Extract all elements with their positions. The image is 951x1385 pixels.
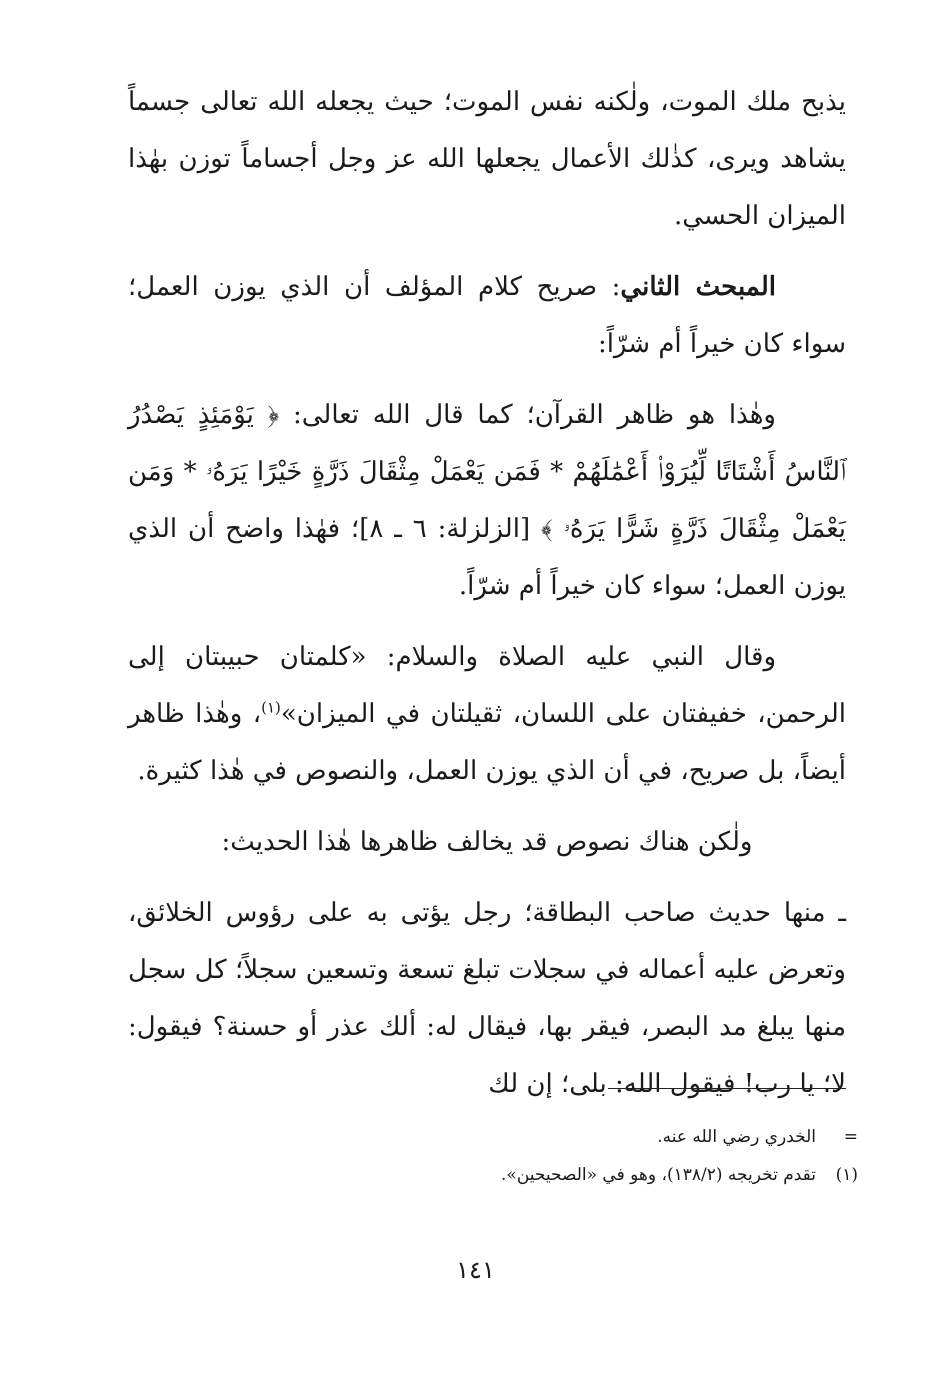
- paragraph-5: [128, 814, 846, 871]
- footnote-marker: =: [843, 1127, 858, 1147]
- footnote-text: الخدري رضي الله عنه.: [657, 1127, 816, 1147]
- paragraph-4-text-after: ، وهٰذا ظاهر أيضاً، بل صريح، في أن الذي يوزن العمل، والنصوص في هٰذا كثيرة.: [128, 699, 846, 786]
- paragraph-3-text: وهٰذا هو ظاهر القرآن؛ كما قال الله تعالى: ﴿ يَوْمَئِذٍ يَصْدُرُ ٱلنَّاسُ أَشْتَاتًا لِّيُرَوْا۟ أَعْمَٰلَهُمْ * فَمَن يَعْمَلْ مِثْقَالَ ذَرَّةٍ خَيْرًا يَرَهُۥ * وَمَن يَعْمَلْ مِثْقَالَ ذَرَّةٍ شَرًّا يَرَهُۥ ﴾ [الزلزلة: ٦ ـ ٨]؛ فهٰذا واضح أن الذي يوزن العمل؛ سواء كان خيراً أم شرّاً.: [128, 400, 846, 601]
- paragraph-1: [128, 74, 846, 245]
- paragraph-5-text: ولٰكن هناك نصوص قد يخالف ظاهرها هٰذا الحديث:: [221, 827, 753, 857]
- footnote-reference: (١): [261, 698, 281, 717]
- main-text: [128, 74, 846, 1127]
- paragraph-2: [128, 259, 846, 373]
- paragraph-6-text: ـ منها حديث صاحب البطاقة؛ رجل يؤتى به على رؤوس الخلائق، وتعرض عليه أعماله في سجلات تبلغ تسعة وتسعين سجلاً؛ كل سجل منها يبلغ مد البصر، فيقر بها، فيقال له: ألك عذر أو حسنة؟ فيقول: لا؛ يا رب! فيقول الله: بلى؛ إن لك: [128, 898, 846, 1099]
- footnote-1: [128, 1156, 858, 1194]
- footnote-continuation: [128, 1118, 858, 1156]
- paragraph-4: [128, 629, 846, 800]
- paragraph-6: [128, 885, 846, 1113]
- footnote-marker: (١): [835, 1165, 858, 1185]
- paragraph-1-text: يذبح ملك الموت، ولٰكنه نفس الموت؛ حيث يجعله الله تعالى جسماً يشاهد ويرى، كذٰلك الأعمال يجعلها الله عز وجل أجساماً توزن بهٰذا الميزان الحسي.: [128, 87, 846, 231]
- page-number: ١٤١: [456, 1256, 495, 1284]
- paragraph-2-text: : صريح كلام المؤلف أن الذي يوزن العمل؛ سواء كان خيراً أم شرّاً:: [128, 272, 846, 359]
- paragraph-4-text-before: وقال النبي عليه الصلاة والسلام: «كلمتان حبيبتان إلى الرحمن، خفيفتان على اللسان، ثقيلتان في الميزان»: [128, 642, 846, 729]
- paragraph-3: [128, 387, 846, 615]
- footnotes: [128, 1118, 858, 1194]
- section-heading: المبحث الثاني: [620, 272, 776, 302]
- footnote-text: تقدم تخريجه (١٣٨/٢)، وهو في «الصحيحين».: [501, 1165, 816, 1185]
- footnote-separator: [608, 1088, 846, 1089]
